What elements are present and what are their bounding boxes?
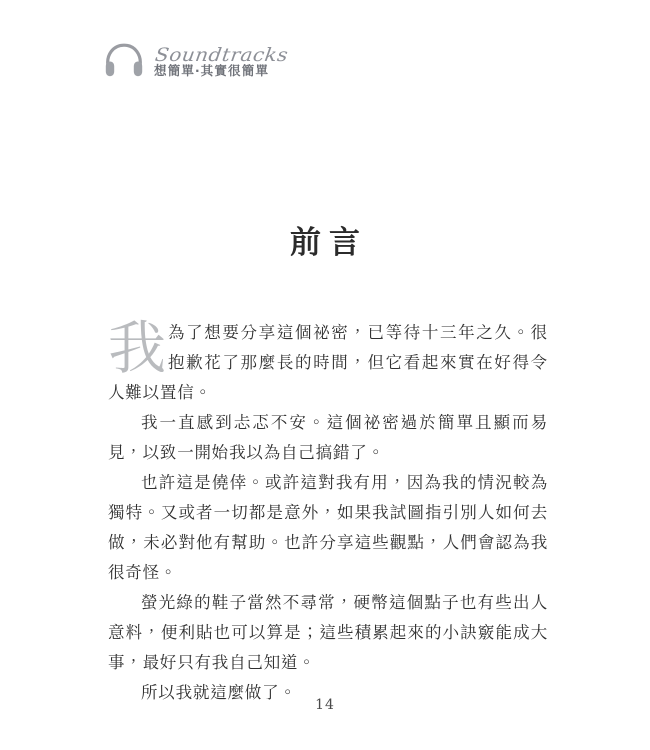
paragraph (108, 314, 548, 408)
paragraph-text: 也許這是僥倖。或許這對我有用，因為我的情況較為獨特。又或者一切都是意外，如果我試圖指引別人如何去做，未必對他有幫助。也許分享這些觀點，人們會認為我很奇怪。 (108, 473, 548, 582)
headphones-icon (104, 40, 146, 80)
paragraph-text: 所以我就這麼做了。 (141, 683, 297, 702)
page-number: 14 (315, 697, 335, 713)
paragraph (108, 588, 548, 678)
logo-text-block (153, 42, 290, 79)
paragraph-text: 螢光綠的鞋子當然不尋常，硬幣這個點子也有些出人意料，便利貼也可以算是；這些積累起來的小訣竅能成大事，最好只有我自己知道。 (108, 593, 548, 672)
paragraph (108, 468, 548, 588)
logo-subtitle: 想簡單‧其實很簡單 (154, 63, 270, 79)
body-text-column (108, 314, 548, 708)
paragraph (108, 408, 548, 468)
running-header (104, 40, 290, 80)
paragraph-text: 我一直感到忐忑不安。這個祕密過於簡單且顯而易見，以致一開始我以為自己搞錯了。 (108, 413, 548, 462)
logo-wordmark: Soundtracks (153, 44, 290, 67)
chapter-title: 前言 (290, 224, 368, 261)
paragraph-text: 為了想要分享這個祕密，已等待十三年之久。很抱歉花了那麼長的時間，但它看起來實在好得令人難以置信。 (108, 323, 548, 402)
drop-cap: 我 (108, 314, 167, 382)
